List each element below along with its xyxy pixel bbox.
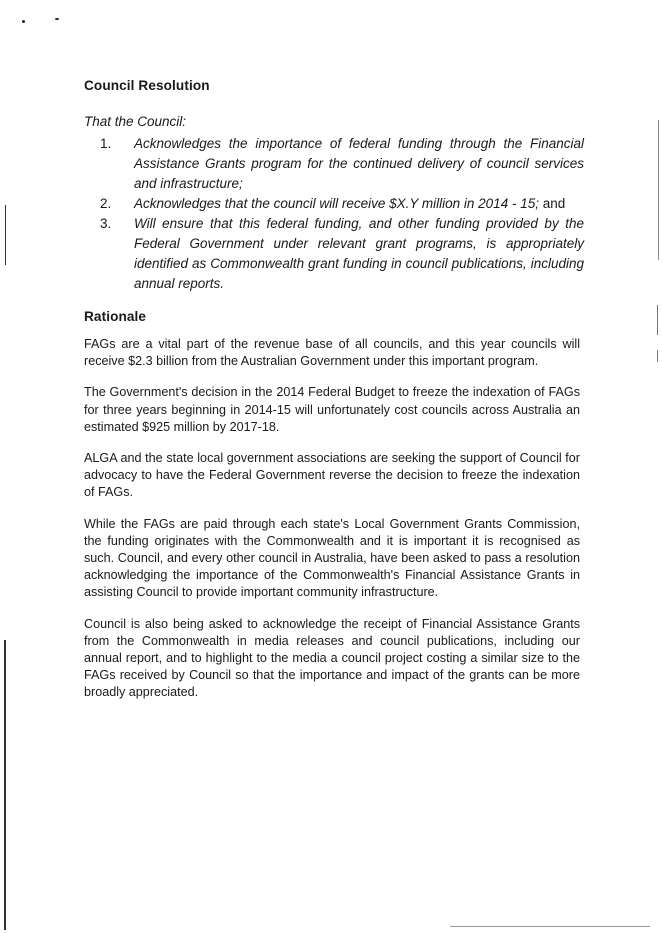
rationale-heading: Rationale xyxy=(84,309,147,324)
scan-edge-line xyxy=(657,350,658,362)
scan-edge-line xyxy=(450,926,650,927)
scan-speck xyxy=(55,18,59,20)
scan-speck xyxy=(22,20,25,23)
scan-edge-line xyxy=(658,120,659,260)
scan-edge-line xyxy=(4,640,6,930)
rationale-body xyxy=(84,336,580,716)
item-text: Acknowledges that the council will receive $X.Y million in 2014 - 15; xyxy=(134,196,539,211)
resolution-item xyxy=(100,134,584,194)
item-text: Will ensure that this federal funding, and other funding provided by the Federal Government under relevant grant programs, is appropriately identified as Commonwealth grant funding in council publications, including annual reports. xyxy=(134,216,584,291)
rationale-paragraph: Council is also being asked to acknowledge the receipt of Financial Assistance Grants from the Commonwealth in media releases and council publications, including our annual report, and to highlight to the media a council project costing a similar size to the FAGs received by Council so that the importance and impact of the grants can be more broadly appreciated. xyxy=(84,616,580,700)
resolution-item xyxy=(100,214,584,294)
scan-edge-line xyxy=(657,305,658,335)
item-number: 2. xyxy=(100,196,112,211)
resolution-item xyxy=(100,194,584,214)
rationale-paragraph: FAGs are a vital part of the revenue base of all councils, and this year councils will receive $2.3 billion from the Australian Government under this important program. xyxy=(84,337,580,369)
item-text-tail: and xyxy=(538,196,566,211)
item-number: 3. xyxy=(100,216,112,231)
scan-edge-line xyxy=(5,205,6,265)
item-number: 1. xyxy=(100,136,112,151)
council-resolution-heading: Council Resolution xyxy=(84,78,210,93)
item-text-wrapper xyxy=(134,194,584,214)
rationale-paragraph: ALGA and the state local government associations are seeking the support of Council for advocacy to have the Federal Government reverse the decision to freeze the indexation of FAGs. xyxy=(84,451,580,500)
resolution-list xyxy=(100,134,584,294)
rationale-paragraph: The Government's decision in the 2014 Federal Budget to freeze the indexation of FAGs for three years beginning in 2014-15 will unfortunately cost councils across Australia an estimated $925 million by 2017-18. xyxy=(84,385,580,434)
resolution-intro: That the Council: xyxy=(84,114,187,129)
rationale-paragraph: While the FAGs are paid through each state's Local Government Grants Commission, the funding originates with the Commonwealth and it is important it is recognised as such. Council, and every other council in Australia, have been asked to pass a resolution acknowledging the importance of the Commonwealth's Financial Assistance Grants in assisting Council to provide important community infrastructure. xyxy=(84,516,580,600)
item-text: Acknowledges the importance of federal funding through the Financial Assistance Grants program for the continued delivery of council services and infrastructure; xyxy=(134,136,584,191)
